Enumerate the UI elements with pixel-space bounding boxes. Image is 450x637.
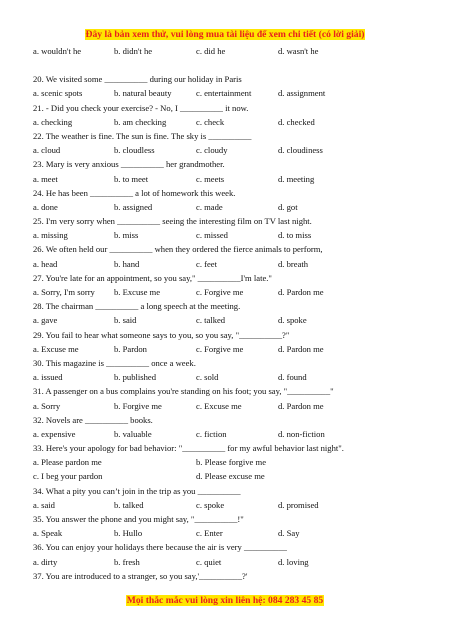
option-a: a. Speak bbox=[33, 528, 63, 539]
option-row bbox=[33, 498, 423, 512]
option-row bbox=[33, 427, 423, 441]
option-d: d. breath bbox=[278, 258, 309, 269]
question-text: 32. Novels are __________ books. bbox=[33, 414, 153, 425]
option-a: a. Sorry, I'm sorry bbox=[33, 287, 95, 297]
contact-banner bbox=[0, 595, 450, 607]
option-a: a. missing bbox=[33, 230, 68, 241]
option-b: b. didn't he bbox=[114, 46, 153, 56]
option-a: a. Sorry bbox=[33, 400, 61, 411]
option-c: c. talked bbox=[196, 315, 226, 326]
option-row bbox=[33, 555, 423, 569]
option-a: a. cloud bbox=[33, 145, 61, 156]
option-d: d. promised bbox=[278, 499, 319, 510]
question-text: 30. This magazine is __________ once a week. bbox=[33, 357, 196, 368]
option-d: d. Pardon me bbox=[278, 400, 324, 411]
question-text: 23. Mary is very anxious __________ her grandmother. bbox=[33, 159, 225, 170]
option-c: c. I beg your pardon bbox=[33, 471, 103, 482]
option-c: c. missed bbox=[196, 230, 228, 241]
option-b: b. to meet bbox=[114, 173, 149, 184]
option-b: b. Please forgive me bbox=[196, 457, 267, 468]
option-a: a. done bbox=[33, 201, 58, 212]
document-body bbox=[33, 44, 423, 583]
option-row bbox=[33, 115, 423, 129]
option-d: d. Say bbox=[278, 528, 300, 539]
option-c: c. fiction bbox=[196, 428, 227, 439]
option-d: d. spoke bbox=[278, 315, 307, 326]
option-row bbox=[33, 257, 423, 271]
option-b: b. talked bbox=[114, 499, 144, 510]
option-row bbox=[33, 44, 423, 58]
option-a: a. Please pardon me bbox=[33, 457, 102, 468]
option-d: d. got bbox=[278, 201, 298, 212]
option-c: c. meets bbox=[196, 173, 225, 184]
question-text: 34. What a pity you can’t join in the trip as you __________ bbox=[33, 485, 241, 496]
option-d: d. meeting bbox=[278, 173, 315, 184]
option-a: a. head bbox=[33, 258, 58, 269]
contact-text: Mọi thắc mắc vui lòng xin liên hệ: 084 283 45 85 bbox=[126, 595, 324, 606]
question-text: 21. - Did you check your exercise? - No, I __________ it now. bbox=[33, 102, 249, 113]
option-d: d. cloudiness bbox=[278, 145, 323, 156]
option-d: d. Pardon me bbox=[278, 343, 324, 354]
option-row bbox=[33, 143, 423, 157]
option-b: b. fresh bbox=[114, 556, 140, 567]
option-d: d. non-fiction bbox=[278, 428, 325, 439]
question-text: 36. You can enjoy your holidays there because the air is very __________ bbox=[33, 542, 287, 553]
option-row bbox=[33, 342, 423, 356]
question-text: 33. Here's your apology for bad behavior: "__________ for my awful behavior last night". bbox=[33, 443, 344, 454]
option-row bbox=[33, 469, 423, 483]
question-text: 27. You're late for an appointment, so you say," __________I'm late." bbox=[33, 272, 272, 283]
option-b: b. cloudless bbox=[114, 145, 155, 156]
option-d: d. loving bbox=[278, 556, 309, 567]
question-text: 25. I'm very sorry when __________ seeing the interesting film on TV last night. bbox=[33, 216, 312, 227]
option-b: b. published bbox=[114, 372, 157, 383]
option-a: a. said bbox=[33, 499, 55, 510]
option-d: d. checked bbox=[278, 116, 315, 127]
option-c: c. did he bbox=[196, 46, 226, 56]
option-a: a. gave bbox=[33, 315, 58, 326]
question-text: 28. The chairman __________ a long speech at the meeting. bbox=[33, 301, 241, 312]
option-b: b. Excuse me bbox=[114, 287, 161, 297]
option-b: b. natural beauty bbox=[114, 88, 172, 99]
option-a: a. expensive bbox=[33, 428, 76, 439]
question-text: 22. The weather is fine. The sun is fine. The sky is __________ bbox=[33, 130, 252, 141]
question-list bbox=[33, 72, 423, 583]
question-text: 20. We visited some __________ during our holiday in Paris bbox=[33, 74, 242, 85]
option-c: c. Forgive me bbox=[196, 343, 244, 354]
option-c: c. sold bbox=[196, 372, 219, 383]
option-b: b. said bbox=[114, 315, 137, 326]
option-d: d. found bbox=[278, 372, 307, 383]
option-b: b. hand bbox=[114, 258, 140, 269]
question-text: 37. You are introduced to a stranger, so you say,'__________?' bbox=[33, 570, 248, 581]
option-b: b. miss bbox=[114, 230, 139, 241]
option-d: d. to miss bbox=[278, 230, 312, 241]
option-b: b. assigned bbox=[114, 201, 153, 212]
option-b: b. Pardon bbox=[114, 343, 147, 354]
option-c: c. spoke bbox=[196, 499, 225, 510]
question-text: 31. A passenger on a bus complains you're standing on his foot; you say, "__________" bbox=[33, 386, 334, 397]
option-row bbox=[33, 86, 423, 100]
option-a: a. scenic spots bbox=[33, 88, 83, 99]
question-text: 24. He has been __________ a lot of homework this week. bbox=[33, 187, 236, 198]
option-row bbox=[33, 526, 423, 540]
option-row bbox=[33, 313, 423, 327]
option-b: b. Forgive me bbox=[114, 400, 162, 411]
option-row bbox=[33, 228, 423, 242]
option-d: d. assignment bbox=[278, 88, 326, 99]
option-d: d. wasn't he bbox=[278, 46, 319, 56]
option-c: c. feet bbox=[196, 258, 217, 269]
option-c: c. entertainment bbox=[196, 88, 252, 99]
option-a: a. meet bbox=[33, 173, 58, 184]
option-row bbox=[33, 455, 423, 469]
option-c: c. Forgive me bbox=[196, 287, 244, 297]
option-c: c. made bbox=[196, 201, 223, 212]
option-row bbox=[33, 399, 423, 413]
option-c: c. quiet bbox=[196, 556, 222, 567]
option-row bbox=[33, 172, 423, 186]
option-a: a. Excuse me bbox=[33, 343, 79, 354]
option-b: b. am checking bbox=[114, 116, 167, 127]
option-row bbox=[33, 200, 423, 214]
option-row bbox=[33, 285, 423, 299]
question-text: 35. You answer the phone and you might say, "__________!" bbox=[33, 514, 244, 524]
option-c: c. Enter bbox=[196, 528, 223, 539]
option-c: c. check bbox=[196, 116, 225, 127]
spacer bbox=[33, 58, 423, 72]
preview-notice-banner bbox=[0, 29, 450, 41]
option-a: a. issued bbox=[33, 372, 63, 383]
option-c: c. Excuse me bbox=[196, 400, 242, 411]
option-b: b. valuable bbox=[114, 428, 152, 439]
option-b: b. Hullo bbox=[114, 528, 143, 539]
question-text: 26. We often held our __________ when they ordered the fierce animals to perform, bbox=[33, 244, 323, 255]
preview-notice-text: Đây là bản xem thử, vui lòng mua tài liệu để xem chi tiết (có lời giải) bbox=[85, 29, 365, 40]
option-row bbox=[33, 370, 423, 384]
question-text: 29. You fail to hear what someone says to you, so you say, "__________?" bbox=[33, 329, 290, 340]
option-d: d. Please excuse me bbox=[196, 471, 265, 482]
option-a: a. wouldn't he bbox=[33, 46, 82, 56]
option-a: a. dirty bbox=[33, 556, 58, 567]
option-d: d. Pardon me bbox=[278, 287, 324, 297]
option-c: c. cloudy bbox=[196, 145, 228, 156]
option-a: a. checking bbox=[33, 116, 73, 127]
